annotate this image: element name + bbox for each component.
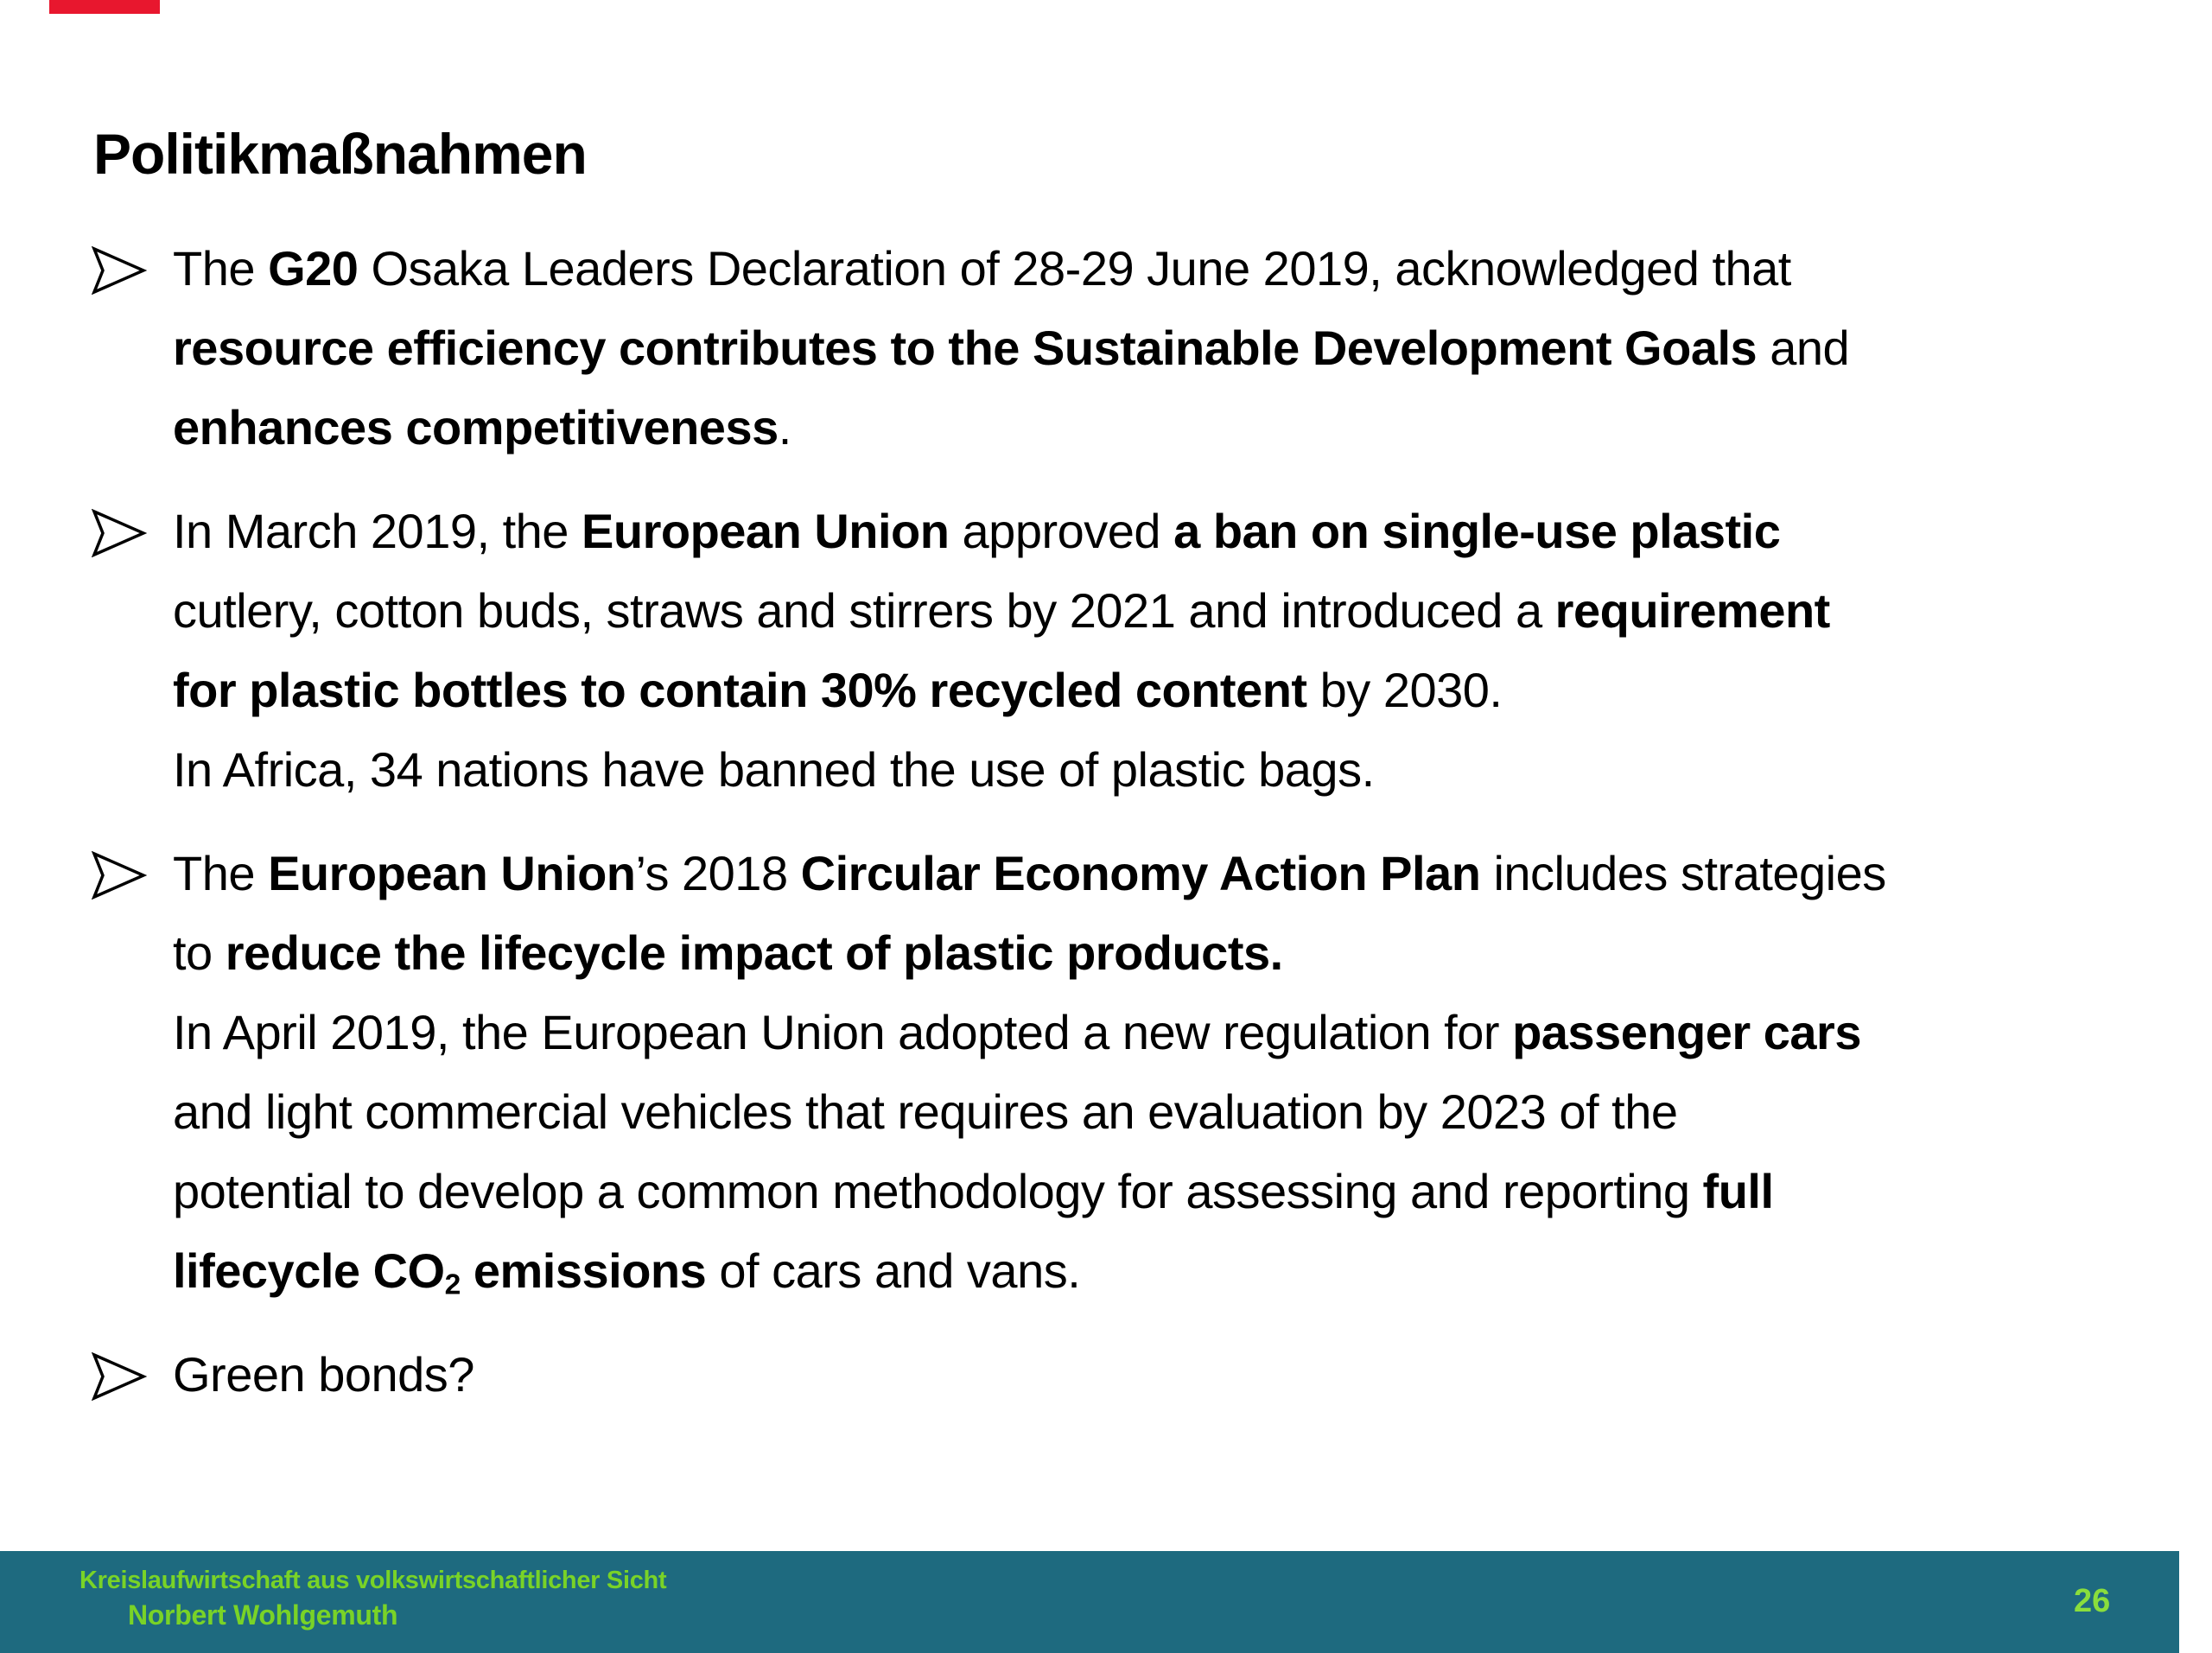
arrow-bullet-icon: [92, 1352, 147, 1401]
bullet-line: to reduce the lifecycle impact of plastic products.: [173, 925, 1283, 980]
bullet-line: Green bonds?: [173, 1347, 474, 1402]
bullet-line: In March 2019, the European Union approved a ban on single-use plastic: [173, 504, 1781, 558]
bullet-line: In April 2019, the European Union adopted a new regulation for passenger cars: [173, 1005, 1861, 1059]
bullet-item: [92, 492, 2191, 810]
footer-bar: [0, 1551, 2179, 1653]
bullet-line: resource efficiency contributes to the Sustainable Development Goals and: [173, 321, 1850, 375]
bullet-line: potential to develop a common methodology for assessing and reporting full: [173, 1164, 1774, 1218]
slide-title: Politikmaßnahmen: [93, 122, 587, 186]
footer-course-title: Kreislaufwirtschaft aus volkswirtschaftlicher Sicht: [79, 1567, 667, 1594]
bullet-line: In Africa, 34 nations have banned the use of plastic bags.: [173, 742, 1375, 797]
red-accent-bar: [49, 0, 160, 14]
arrow-bullet-icon: [92, 246, 147, 295]
bullet-line: enhances competitiveness.: [173, 400, 791, 455]
arrow-bullet-icon: [92, 851, 147, 900]
bullet-line: lifecycle $CO_2$ emissions of cars and vans.: [173, 1243, 1081, 1301]
bullet-line: for plastic bottles to contain 30% recycled content by 2030.: [173, 663, 1503, 717]
page-number: 26: [2074, 1583, 2111, 1619]
bullet-item: [92, 834, 2191, 1311]
bullet-item: [92, 1335, 2191, 1415]
bullet-line: cutlery, cotton buds, straws and stirrers by 2021 and introduced a requirement: [173, 583, 1830, 638]
arrow-bullet-icon: [92, 509, 147, 557]
bullet-line: and light commercial vehicles that requires an evaluation by 2023 of the: [173, 1084, 1678, 1139]
bullet-item: [92, 229, 2191, 467]
bullet-line: The European Union’s 2018 Circular Economy Action Plan includes strategies: [173, 846, 1886, 900]
footer-author: Norbert Wohlgemuth: [128, 1599, 398, 1631]
bullet-list: [92, 229, 2191, 1439]
bullet-line: The G20 Osaka Leaders Declaration of 28-29 June 2019, acknowledged that: [173, 241, 1791, 296]
